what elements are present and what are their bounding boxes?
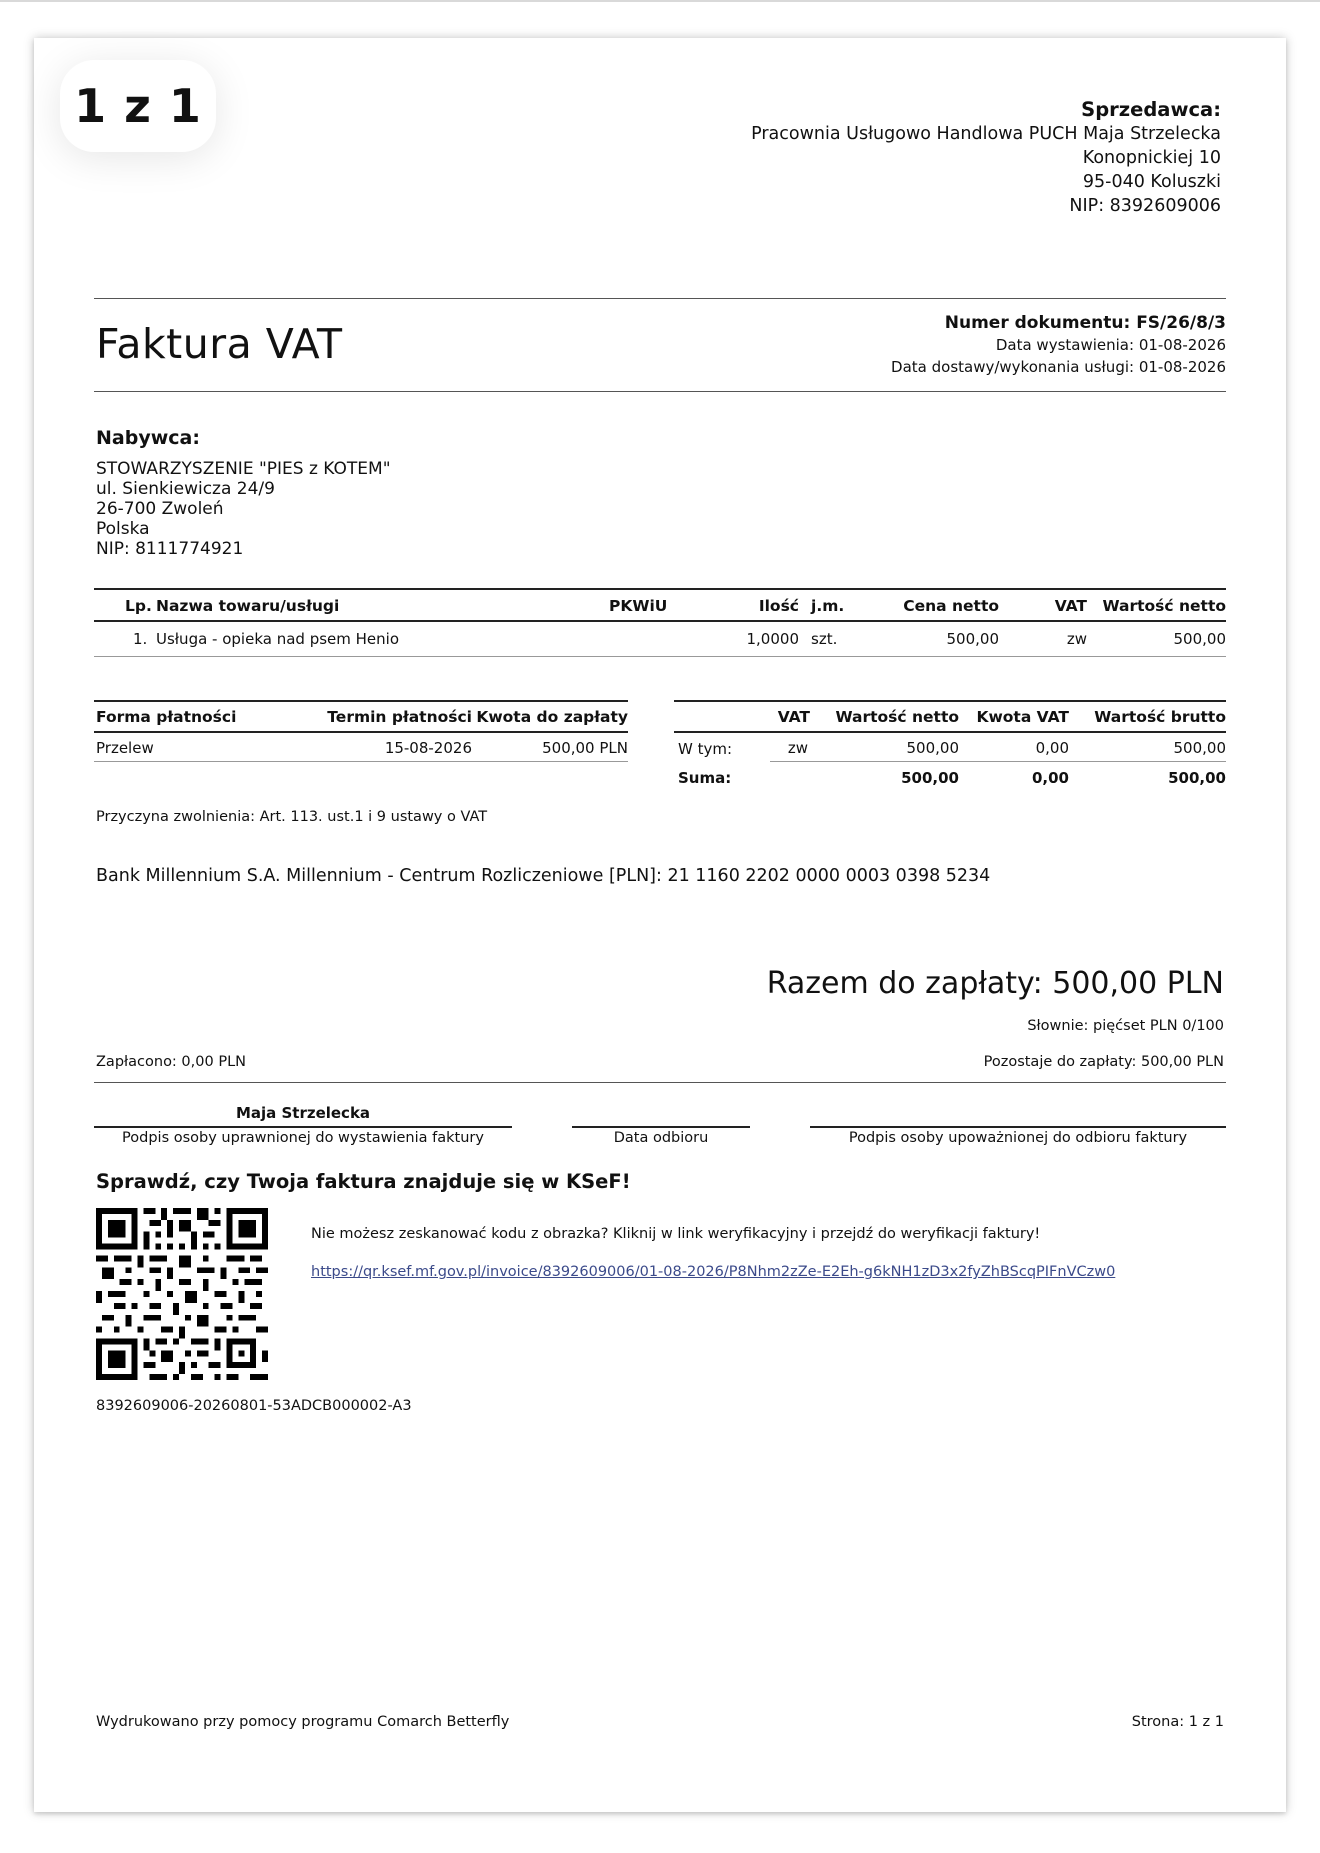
header-divider-top <box>94 298 1226 299</box>
items-table-top-rule <box>94 588 1226 590</box>
issuer-signature-line <box>94 1126 512 1128</box>
total-in-words: Słownie: pięćset PLN 0/100 <box>1027 1018 1224 1034</box>
vat-sum-net: 500,00 <box>901 769 959 787</box>
items-header-qty: Ilość <box>758 597 799 615</box>
items-header-unit: j.m. <box>811 597 845 615</box>
seller-city: 95-040 Koluszki <box>1082 172 1221 192</box>
items-header-name: Nazwa towaru/usługi <box>156 597 340 615</box>
page-counter-badge: 1 z 1 <box>60 60 216 152</box>
bank-account: Bank Millennium S.A. Millennium - Centrum Rozliczeniowe [PLN]: 21 1160 2202 0000 0003 0398 5234 <box>96 866 991 886</box>
vat-row-amount: 0,00 <box>1035 739 1069 757</box>
item-net: 500,00 <box>1173 630 1226 648</box>
issuer-signature-caption: Podpis osoby uprawnionej do wystawienia faktury <box>122 1130 484 1146</box>
totals-divider <box>94 1082 1226 1083</box>
payment-bottom-rule <box>94 761 628 762</box>
vat-sum-amount: 0,00 <box>1031 769 1069 787</box>
payment-header-due: Termin płatności <box>327 708 472 726</box>
vat-header-rate: VAT <box>777 708 810 726</box>
payment-amount: 500,00 PLN <box>542 739 628 757</box>
payment-table-top-rule <box>94 700 628 702</box>
payment-header-amount: Kwota do zapłaty <box>476 708 628 726</box>
issuer-name: Maja Strzelecka <box>235 1104 371 1122</box>
footer-printed-by: Wydrukowano przy pomocy programu Comarch Betterfly <box>96 1714 510 1730</box>
vat-table-top-rule <box>674 700 1226 702</box>
vat-header-amount: Kwota VAT <box>976 708 1069 726</box>
items-header-rule <box>94 620 1226 622</box>
item-unit: szt. <box>811 630 838 648</box>
item-qty: 1,0000 <box>746 630 799 648</box>
qr-code-icon <box>96 1208 268 1380</box>
vat-header-gross: Wartość brutto <box>1094 708 1226 726</box>
amount-paid: Zapłacono: 0,00 PLN <box>96 1054 246 1070</box>
document-title: Faktura VAT <box>96 320 343 368</box>
vat-row-gross: 500,00 <box>1173 739 1226 757</box>
header-divider-bottom <box>94 391 1226 392</box>
items-header-net: Wartość netto <box>1102 597 1226 615</box>
buyer-name: STOWARZYSZENIE "PIES z KOTEM" <box>96 459 391 479</box>
buyer-city: 26-700 Zwoleń <box>96 499 224 519</box>
items-header-vat: VAT <box>1054 597 1087 615</box>
vat-row-label: W tym: <box>678 740 733 758</box>
seller-name: Pracownia Usługowo Handlowa PUCH Maja Strzelecka <box>751 124 1221 144</box>
document-number: Numer dokumentu: FS/26/8/3 <box>944 313 1226 333</box>
items-header-price: Cena netto <box>903 597 999 615</box>
document-info <box>891 312 1226 378</box>
receipt-date-caption: Data odbioru <box>613 1130 709 1146</box>
items-header-lp: Lp. <box>125 597 152 615</box>
payment-header-method: Forma płatności <box>96 708 237 726</box>
vat-sum-label: Suma: <box>678 769 732 787</box>
payment-method: Przelew <box>96 739 154 757</box>
buyer-street: ul. Sienkiewicza 24/9 <box>96 479 275 499</box>
item-name: Usługa - opieka nad psem Henio <box>156 630 399 648</box>
receiver-signature-line <box>810 1126 1226 1128</box>
items-header-pkwiu: PKWiU <box>609 597 668 615</box>
vat-row-rule <box>770 761 1226 762</box>
total-to-pay: Razem do zapłaty: 500,00 PLN <box>766 966 1224 1001</box>
seller-block <box>751 98 1221 218</box>
receiver-signature-caption: Podpis osoby upoważnionej do odbioru faktury <box>848 1130 1188 1146</box>
item-price: 500,00 <box>946 630 999 648</box>
ksef-hint: Nie możesz zeskanować kodu z obrazka? Kliknij w link weryfikacyjny i przejdź do weryfikacji faktury! <box>311 1226 1041 1242</box>
ksef-verification-link[interactable]: https://qr.ksef.mf.gov.pl/invoice/8392609006/01-08-2026/P8Nhm2zZe-E2Eh-g6kNH1zD3x2fyZhBScqPIFnVCzw0 <box>311 1264 1116 1280</box>
seller-label: Sprzedawca: <box>1081 98 1221 121</box>
ksef-number: 8392609006-20260801-53ADCB000002-A3 <box>96 1398 412 1414</box>
ksef-heading: Sprawdź, czy Twoja faktura znajduje się w KSeF! <box>96 1170 631 1193</box>
vat-row-net: 500,00 <box>906 739 959 757</box>
issue-date: Data wystawienia: 01-08-2026 <box>995 336 1226 354</box>
vat-header-rule <box>674 731 1226 733</box>
receipt-date-line <box>572 1126 750 1128</box>
vat-row-rate: zw <box>787 739 808 757</box>
invoice-page <box>34 38 1286 1812</box>
vat-exemption-reason: Przyczyna zwolnienia: Art. 113. ust.1 i 9 ustawy o VAT <box>96 809 488 825</box>
delivery-date: Data dostawy/wykonania usługi: 01-08-2026 <box>891 358 1226 376</box>
payment-due: 15-08-2026 <box>384 739 472 757</box>
buyer-label: Nabywca: <box>96 427 200 449</box>
item-vat: zw <box>1066 630 1087 648</box>
seller-nip: NIP: 8392609006 <box>1069 196 1221 216</box>
item-lp: 1. <box>133 630 148 648</box>
seller-street: Konopnickiej 10 <box>1082 148 1221 168</box>
buyer-country: Polska <box>96 519 150 539</box>
buyer-nip: NIP: 8111774921 <box>96 539 244 559</box>
vat-header-net: Wartość netto <box>835 708 959 726</box>
window-top-border <box>0 0 1320 2</box>
items-bottom-rule <box>94 656 1226 657</box>
payment-header-rule <box>94 731 628 733</box>
footer-page-number: Strona: 1 z 1 <box>1131 1714 1224 1730</box>
vat-sum-gross: 500,00 <box>1168 769 1226 787</box>
amount-remaining: Pozostaje do zapłaty: 500,00 PLN <box>983 1054 1224 1070</box>
buyer-block <box>96 428 391 559</box>
